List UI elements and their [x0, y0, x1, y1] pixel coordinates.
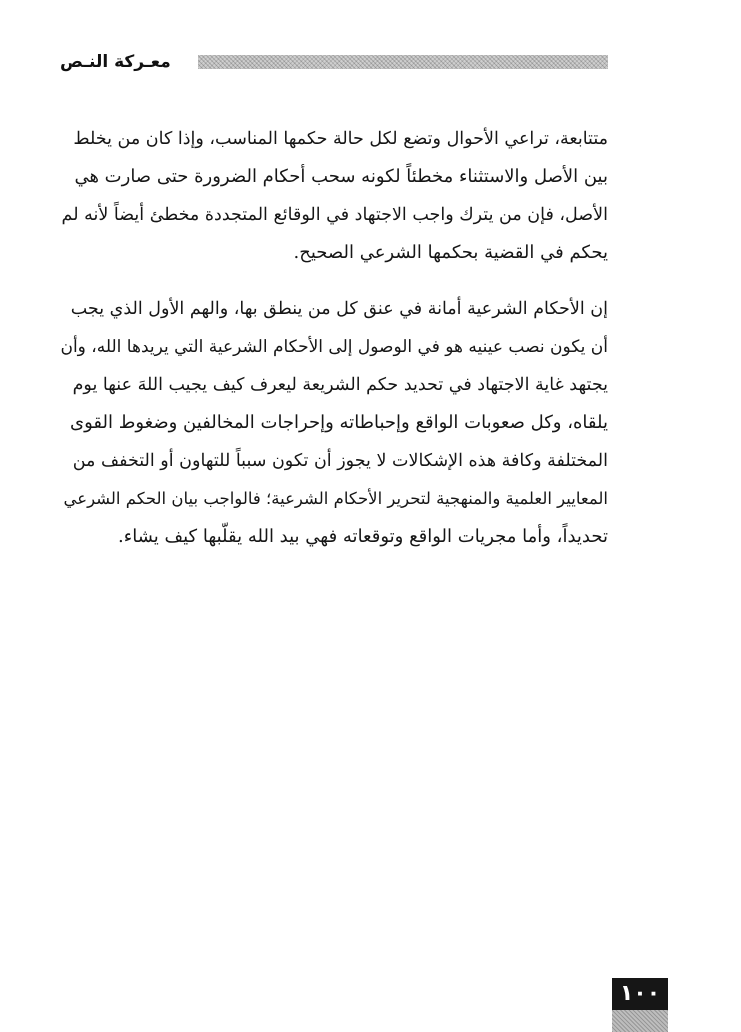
text-line: الأصل، فإن من يترك واجب الاجتهاد في الوقائع المتجددة مخطئ أيضاً لأنه لم: [61, 205, 608, 225]
text-line: المعايير العلمية والمنهجية لتحرير الأحكام الشرعية؛ فالواجب بيان الحكم الشرعي: [63, 489, 608, 508]
running-header: [60, 50, 608, 74]
body-text: [60, 120, 608, 556]
text-line: متتابعة، تراعي الأحوال وتضع لكل حالة حكمها المناسب، وإذا كان من يخلط: [73, 129, 608, 149]
text-line: أن يكون نصب عينيه هو في الوصول إلى الأحكام الشرعية التي يريدها الله، وأن: [60, 337, 608, 357]
text-line: المختلفة وكافة هذه الإشكالات لا يجوز أن تكون سبباً للتهاون أو التخفف من: [72, 451, 608, 471]
paragraph-2: [60, 290, 608, 556]
text-line: يلقاه، وكل صعوبات الواقع وإحباطاته وإحراجات المخالفين وضغوط القوى: [70, 412, 608, 433]
text-line: يجتهد غاية الاجتهاد في تحديد حكم الشريعة ليعرف كيف يجيب اللهَ عنها يوم: [72, 375, 608, 395]
text-line: بين الأصل والاستثناء مخطئاً لكونه سحب أحكام الضرورة حتى صارت هي: [74, 166, 608, 187]
header-decorative-band: [198, 55, 608, 69]
page-number: ١٠٠: [612, 978, 668, 1010]
paragraph-1: [60, 120, 608, 272]
text-line: تحديداً، وأما مجريات الواقع وتوقعاته فهي بيد الله يقلّبها كيف يشاء.: [118, 526, 608, 547]
text-line: يحكم في القضية بحكمها الشرعي الصحيح.: [293, 242, 608, 263]
running-header-title: معـركة النـص: [60, 52, 171, 72]
text-line: إن الأحكام الشرعية أمانة في عنق كل من ينطق بها، والهم الأول الذي يجب: [70, 299, 608, 319]
page-number-shade: [612, 1010, 668, 1032]
